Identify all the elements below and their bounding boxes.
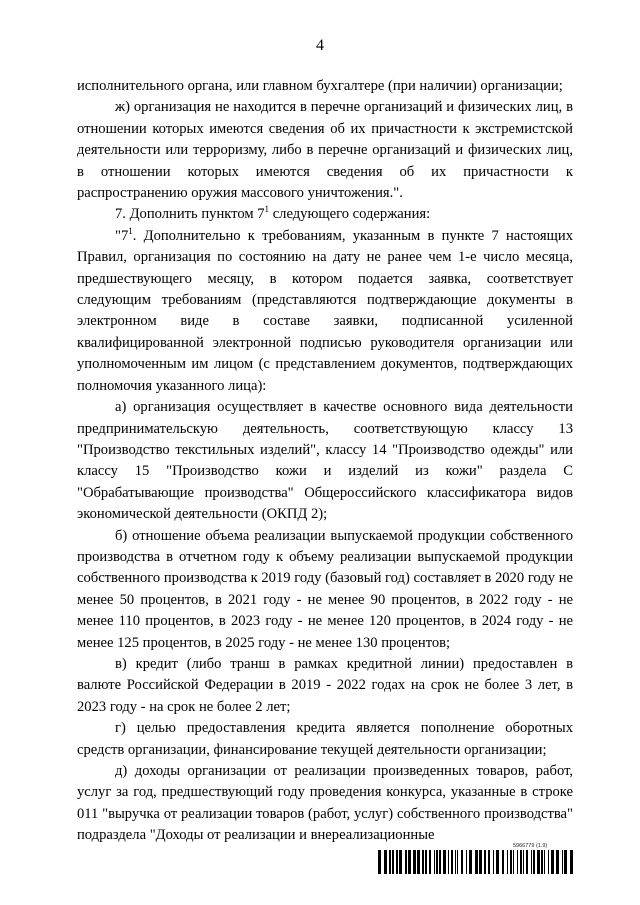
paragraph-continuation: исполнительного органа, или главном бухгалтере (при наличии) организации;: [77, 78, 563, 94]
paragraph-item-g: г) целью предоставления кредита является пополнение оборотных средств организации, финансирование текущей деятельности организации;: [77, 720, 573, 758]
page-number: 4: [316, 37, 324, 54]
paragraph-clause-7-1: "$7^1$. Дополнительно к требованиям, указанным в пункте 7 настоящих Правил, организация по состоянию на дату не ранее чем 1-е число месяца, предшествующего месяцу, в котором подается заявка, соответствует следующим требованиям (представляются подтверждающие документы в электронном виде в составе заявки, подписанной усиленной квалифицированной электронной подписью руководителя организации или уполномоченным им лицом (с представлением документов, подтверждающих полномочия указанного лица):: [77, 225, 573, 394]
paragraph-item-zh: ж) организация не находится в перечне организаций и физических лиц, в отношении которых имеются сведения об их причастности к экстремистской деятельности или терроризму, либо в перечне организаций и физических лиц, в отношении которых имеются сведения об их причастности к распространению оружия массового уничтожения.".: [77, 99, 573, 202]
paragraph-item-v: в) кредит (либо транш в рамках кредитной линии) предоставлен в валюте Российской Федерации в 2019 - 2022 годах на срок не более 3 лет, в 2023 году - на срок не более 2 лет;: [77, 655, 573, 715]
barcode-icon: [378, 850, 574, 874]
paragraph-item-b: б) отношение объема реализации выпускаемой продукции собственного производства в отчетном году к объему реализации выпускаемой продукции собственного производства к 2019 году (базовый год) составляет в 2020 году не менее 50 процентов, в 2021 году - не менее 90 процентов, в 2022 году - не менее 110 процентов, в 2023 году - не менее 120 процентов, в 2024 году - не менее 125 процентов, в 2025 году - не менее 130 процентов;: [77, 527, 573, 651]
barcode-label: 5966779 (1.9): [513, 843, 548, 849]
paragraph-clause-7: 7. Дополнить пунктом $7^1$ следующего содержания:: [115, 204, 431, 223]
paragraph-item-a: а) организация осуществляет в качестве основного вида деятельности предпринимательскую деятельность, соответствующую классу 13 "Производство текстильных изделий", классу 14 "Производство одежды" или классу 15 "Производство кожи и изделий из кожи" раздела C "Обрабатывающие производства" Общероссийского классификатора видов экономической деятельности (ОКПД 2);: [77, 399, 573, 523]
paragraph-item-d: д) доходы организации от реализации произведенных товаров, работ, услуг за год, предшествующий году проведения конкурса, указанные в строке 011 "выручка от реализации товаров (работ, услуг) собственного производства" подраздела "Доходы от реализации и внереализационные: [77, 763, 573, 844]
document-body: [77, 76, 573, 847]
